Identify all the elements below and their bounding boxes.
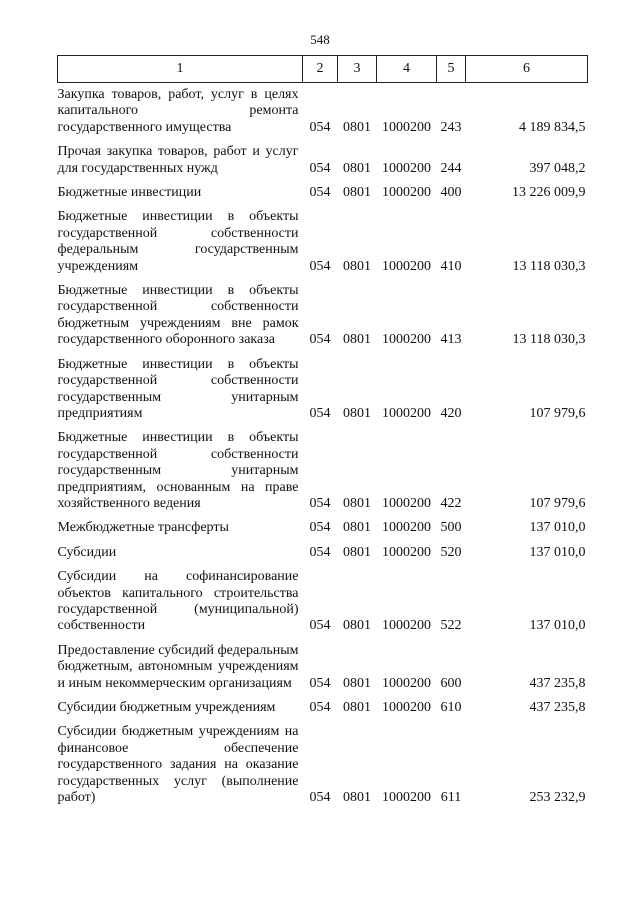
row-col-3: 0801 [343,495,371,511]
row-col-2: 054 [309,700,331,715]
row-name: Закупка товаров, работ, услуг в целях капитального ремонта государственного имущества [57,87,299,135]
row-amount: 137 010,0 [529,544,586,560]
row-col-5: 413 [440,332,462,348]
row-col-5: 600 [440,675,462,691]
table-row [58,275,588,349]
row-col-4: 1000200 [382,405,431,421]
row-col-5: 610 [440,700,462,715]
row-amount: 397 048,2 [529,160,586,176]
row-amount: 13 118 030,3 [512,332,586,348]
row-col-3: 0801 [343,700,371,715]
table-row [58,201,588,275]
header-col-6: 6 [466,56,588,83]
row-col-4: 1000200 [382,618,431,634]
row-col-2: 054 [309,618,331,634]
page-number: 548 [310,32,330,47]
row-col-2: 054 [309,675,331,691]
row-col-2: 054 [309,544,331,560]
row-col-4: 1000200 [382,495,431,511]
table-row [58,422,588,512]
row-col-4: 1000200 [382,160,431,176]
row-col-3: 0801 [343,258,371,274]
row-col-4: 1000200 [382,258,431,274]
row-col-2: 054 [309,119,331,135]
table-row [58,349,588,423]
row-amount: 253 232,9 [529,790,586,806]
row-col-5: 243 [440,119,462,135]
row-col-3: 0801 [343,790,371,806]
row-col-2: 054 [309,185,331,201]
row-name: Субсидии бюджетным учреждениям на финансовое обеспечение государственного задания на оказание государственных услуг (выполнение работ) [57,724,299,806]
header-col-1: 1 [58,56,303,83]
row-col-4: 1000200 [382,544,431,560]
row-col-2: 054 [309,495,331,511]
header-col-3: 3 [338,56,377,83]
row-col-4: 1000200 [382,675,431,691]
row-amount: 13 118 030,3 [512,258,586,274]
row-col-4: 1000200 [382,790,431,806]
row-name: Бюджетные инвестиции в объекты государственной собственности бюджетным учреждениям вне рамок государственного оборонного заказа [57,283,299,348]
row-amount: 107 979,6 [529,495,586,511]
table-row [58,692,588,716]
table-row [58,561,588,635]
table-body [58,83,588,807]
row-amount: 137 010,0 [529,618,586,634]
row-col-3: 0801 [343,544,371,560]
header-col-5: 5 [437,56,466,83]
row-col-2: 054 [309,790,331,806]
table-header-row [58,56,588,83]
row-col-4: 1000200 [382,119,431,135]
row-name: Субсидии [57,544,117,560]
row-amount: 4 189 834,5 [519,119,586,135]
row-col-5: 520 [440,544,462,560]
row-name: Бюджетные инвестиции в объекты государственной собственности государственным унитарным предприятиям [57,356,299,421]
row-col-4: 1000200 [382,185,431,201]
table-row [58,512,588,536]
table-row [58,136,588,177]
row-col-4: 1000200 [382,332,431,348]
row-col-2: 054 [309,160,331,176]
row-col-5: 522 [440,618,462,634]
table-row [58,537,588,561]
row-col-4: 1000200 [382,520,431,536]
row-col-3: 0801 [343,675,371,691]
row-amount: 437 235,8 [529,700,586,715]
budget-table [57,55,588,806]
row-col-3: 0801 [343,618,371,634]
row-col-5: 611 [440,790,462,806]
row-name: Субсидии бюджетным учреждениям [57,700,276,715]
row-name: Субсидии на софинансирование объектов капитального строительства государственной (муниципальной) собственности [57,569,299,634]
row-name: Межбюджетные трансферты [57,520,229,536]
row-amount: 137 010,0 [529,520,586,536]
row-name: Бюджетные инвестиции в объекты государственной собственности государственным унитарным предприятиям, основанным на праве хозяйственного ведения [57,430,299,511]
row-col-3: 0801 [343,119,371,135]
row-name: Прочая закупка товаров, работ и услуг для государственных нужд [57,144,299,176]
row-col-2: 054 [309,258,331,274]
row-name: Предоставление субсидий федеральным бюджетным, автономным учреждениям и иным некоммерческим организациям [57,642,299,691]
row-name: Бюджетные инвестиции [57,185,202,201]
row-col-3: 0801 [343,332,371,348]
table-row [58,635,588,692]
row-col-5: 500 [440,520,462,536]
row-amount: 13 226 009,9 [512,185,586,201]
row-col-2: 054 [309,405,331,421]
header-col-4: 4 [377,56,437,83]
row-amount: 437 235,8 [529,675,586,691]
header-col-2: 2 [303,56,338,83]
row-col-3: 0801 [343,520,371,536]
row-col-3: 0801 [343,160,371,176]
row-col-5: 420 [440,405,462,421]
row-col-5: 410 [440,258,462,274]
row-amount: 107 979,6 [529,405,586,421]
row-col-2: 054 [309,332,331,348]
table-row [58,177,588,201]
row-col-2: 054 [309,520,331,536]
row-col-5: 400 [440,185,462,201]
row-col-4: 1000200 [382,700,431,715]
table-row [58,83,588,137]
row-col-5: 422 [440,495,462,511]
table-row [58,716,588,806]
row-name: Бюджетные инвестиции в объекты государственной собственности федеральным государственным учреждениям [57,209,299,274]
row-col-3: 0801 [343,185,371,201]
row-col-3: 0801 [343,405,371,421]
row-col-5: 244 [440,160,462,176]
